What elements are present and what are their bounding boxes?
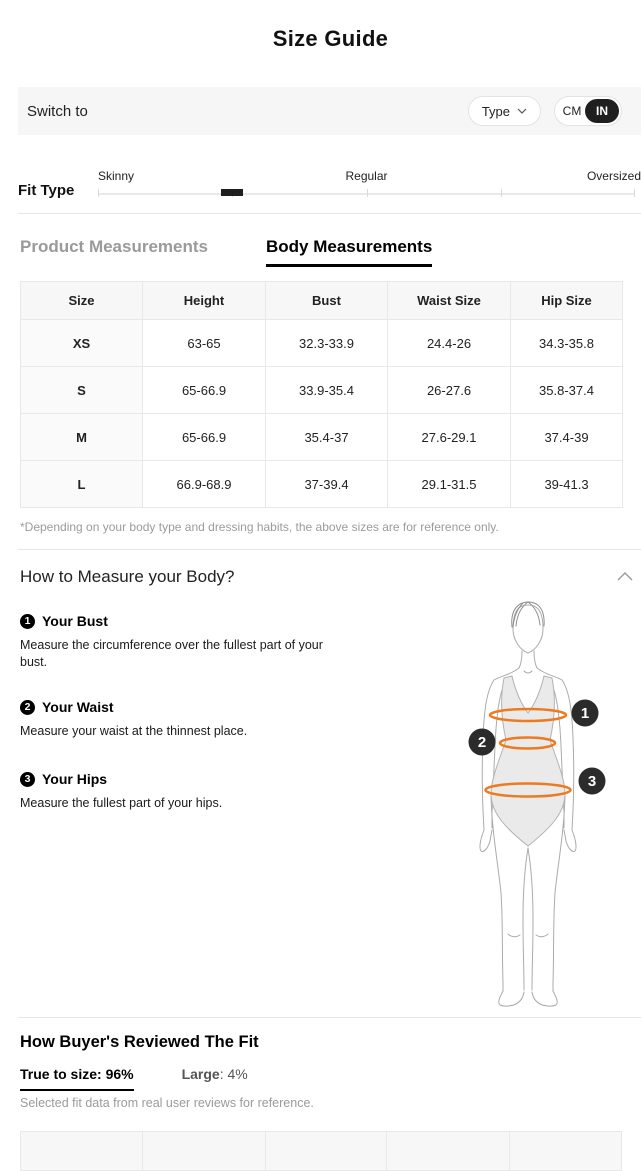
measure-section-heading: How to Measure your Body? [20, 567, 235, 586]
col-header-size: Size [21, 282, 143, 320]
table-header-row [21, 282, 623, 320]
reviews-table-cell [510, 1132, 621, 1170]
cell-value: 24.4-26 [388, 320, 511, 367]
cell-value: 65-66.9 [143, 367, 266, 414]
cell-value: 27.6-29.1 [388, 414, 511, 461]
measure-item-waist [20, 699, 335, 740]
figure-badge-3: 3 [587, 773, 597, 790]
fit-type-label: Fit Type [18, 182, 75, 199]
reviews-table-cell [387, 1132, 510, 1170]
page-title: Size Guide [272, 26, 389, 51]
stat-large [182, 1066, 248, 1082]
cell-size: XS [21, 320, 143, 367]
cell-value: 39-41.3 [511, 461, 623, 508]
body-measurements-table [20, 281, 623, 508]
reviews-table-cell [21, 1132, 143, 1170]
col-header-waist: Waist Size [388, 282, 511, 320]
fit-stats-row [20, 1066, 248, 1091]
fit-slider-tick [367, 189, 368, 197]
fit-slider-tick [98, 189, 99, 197]
cell-value: 37-39.4 [266, 461, 388, 508]
type-dropdown-button[interactable] [468, 96, 541, 126]
measure-item-desc: Measure the circumference over the fullest part of your bust. [20, 638, 323, 669]
fit-type-row [0, 160, 641, 213]
cell-value: 65-66.9 [143, 414, 266, 461]
cell-value: 35.4-37 [266, 414, 388, 461]
reviews-table-cutoff [20, 1131, 622, 1171]
chevron-up-icon[interactable] [617, 572, 633, 581]
cell-value: 66.9-68.9 [143, 461, 266, 508]
col-header-height: Height [143, 282, 266, 320]
type-dropdown-label: Type [481, 103, 510, 119]
figure-badge-1: 1 [580, 705, 590, 722]
cell-size: S [21, 367, 143, 414]
divider [18, 1017, 641, 1018]
table-row [21, 414, 623, 461]
fit-slider-tick [501, 189, 502, 197]
measure-item-title: Your Waist [42, 699, 114, 715]
measure-item-desc: Measure your waist at the thinnest place. [20, 724, 248, 738]
cell-value: 29.1-31.5 [388, 461, 511, 508]
cell-size: M [21, 414, 143, 461]
measure-item-bust [20, 613, 335, 670]
fit-slider-marker [221, 189, 243, 196]
cell-value: 32.3-33.9 [266, 320, 388, 367]
stat-large-label: Large [181, 1066, 220, 1082]
cell-value: 26-27.6 [388, 367, 511, 414]
step-3-badge: 3 [20, 772, 35, 787]
step-2-badge: 2 [20, 700, 35, 715]
fit-type-slider [98, 160, 641, 213]
switch-controls [468, 96, 622, 126]
unit-cm-option[interactable]: CM [562, 104, 582, 118]
reviews-note: Selected fit data from real user reviews for reference. [20, 1096, 314, 1110]
reviews-table-cell [266, 1132, 388, 1170]
measure-item-title: Your Hips [42, 771, 108, 787]
fit-option-regular: Regular [345, 169, 388, 183]
measure-item-title: Your Bust [42, 613, 108, 629]
fit-option-skinny: Skinny [98, 169, 135, 183]
fit-option-oversized: Oversized [586, 169, 641, 183]
body-measurement-figure [440, 598, 640, 1016]
switch-to-label: Switch to [27, 102, 88, 120]
table-row [21, 320, 623, 367]
size-disclaimer: *Depending on your body type and dressing habits, the above sizes are for reference only. [20, 520, 499, 534]
figure-badge-2: 2 [477, 734, 487, 751]
divider [18, 549, 641, 550]
reviews-section-heading: How Buyer's Reviewed The Fit [20, 1033, 259, 1051]
table-row [21, 367, 623, 414]
measure-item-hips [20, 771, 335, 812]
tab-product-measurements[interactable]: Product Measurements [20, 237, 208, 256]
measure-item-desc: Measure the fullest part of your hips. [20, 796, 223, 810]
unit-in-option-selected[interactable]: IN [585, 99, 619, 123]
cell-size: L [21, 461, 143, 508]
step-1-badge: 1 [20, 614, 35, 629]
switch-to-bar [18, 87, 641, 135]
tab-body-measurements[interactable]: Body Measurements [266, 237, 432, 267]
divider [18, 213, 641, 214]
stat-large-value: : 4% [219, 1066, 248, 1082]
stat-true-to-size: True to size: 96% [20, 1066, 134, 1091]
col-header-bust: Bust [266, 282, 388, 320]
table-row [21, 461, 623, 508]
cell-value: 37.4-39 [511, 414, 623, 461]
chevron-down-icon [517, 108, 527, 114]
unit-toggle[interactable] [554, 96, 622, 126]
cell-value: 34.3-35.8 [511, 320, 623, 367]
fit-slider-tick [634, 189, 635, 197]
reviews-table-cell [143, 1132, 266, 1170]
cell-value: 35.8-37.4 [511, 367, 623, 414]
cell-value: 63-65 [143, 320, 266, 367]
col-header-hip: Hip Size [511, 282, 623, 320]
cell-value: 33.9-35.4 [266, 367, 388, 414]
